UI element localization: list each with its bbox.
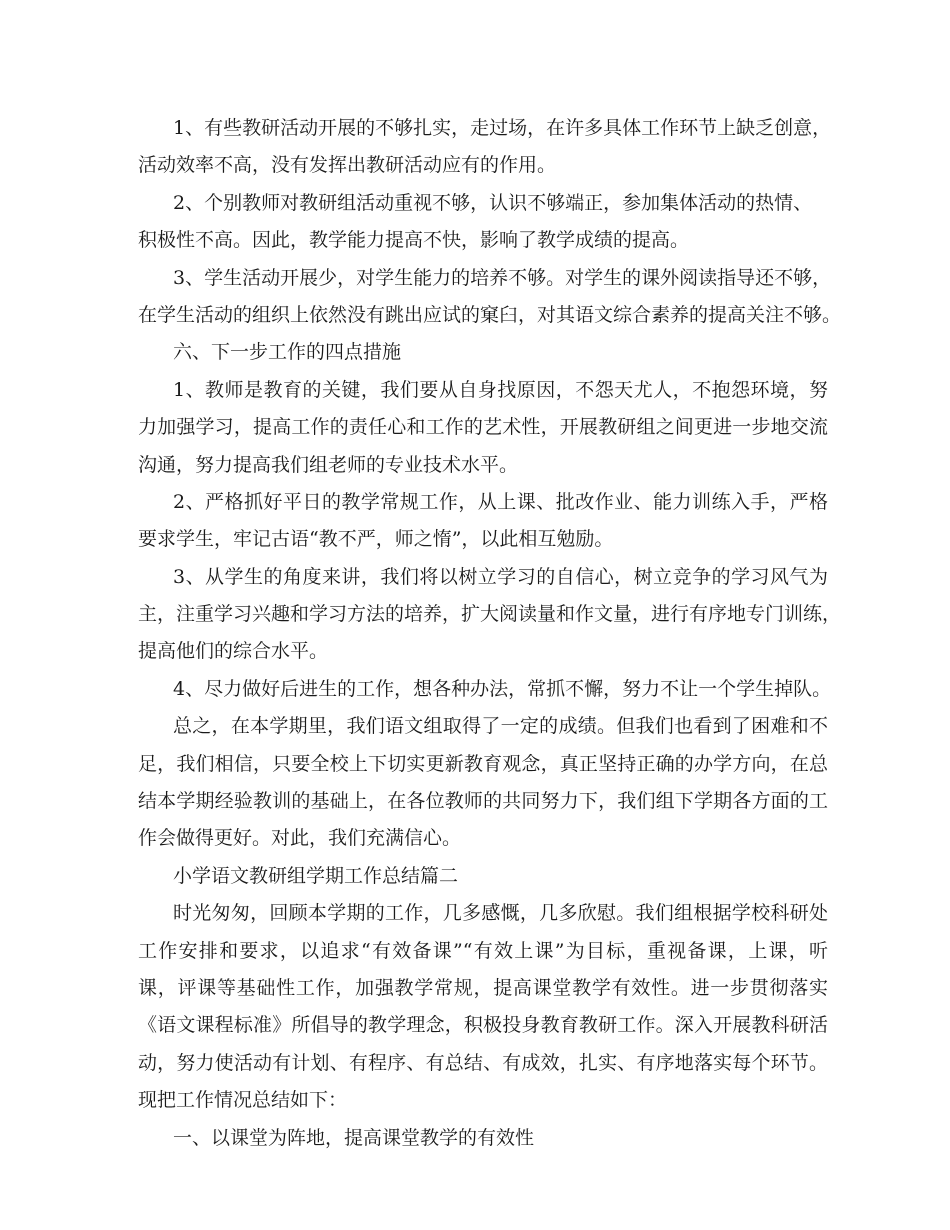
text-line: 1、教师是教育的关键，我们要从自身找原因，不怨天尤人，不抱怨环境，努	[173, 378, 828, 401]
text-line: 工作安排和要求，以追求“有效备课”“有效上课”为目标，重视备课，上课，听	[138, 939, 828, 962]
text-line: 1、有些教研活动开展的不够扎实，走过场，在许多具体工作环节上缺乏创意，	[173, 117, 832, 139]
text-line: 沟通，努力提高我们组老师的专业技术水平。	[138, 453, 519, 476]
text-line: 活动效率不高，没有发挥出教研活动应有的作用。	[138, 154, 557, 177]
text-line: 小学语文教研组学期工作总结篇二	[173, 864, 459, 887]
text-line: 力加强学习，提高工作的责任心和工作的艺术性，开展教研组之间更进一步地交流	[138, 416, 828, 439]
text-line: 课，评课等基础性工作，加强教学常规，提高课堂教学有效性。进一步贯彻落实	[138, 976, 828, 999]
text-line: 要求学生，牢记古语“教不严，师之惰”，以此相互勉励。	[138, 528, 614, 551]
text-line: 时光匆匆，回顾本学期的工作，几多感慨，几多欣慰。我们组根据学校科研处	[173, 902, 828, 925]
text-line: 2、个别教师对教研组活动重视不够，认识不够端正，参加集体活动的热情、	[173, 191, 813, 214]
text-line: 积极性不高。因此，教学能力提高不快，影响了教学成绩的提高。	[138, 229, 690, 252]
text-line: 提高他们的综合水平。	[138, 640, 329, 663]
text-line: 在学生活动的组织上依然没有跳出应试的窠臼，对其语文综合素养的提高关注不够。	[138, 303, 842, 326]
text-line: 总之，在本学期里，我们语文组取得了一定的成绩。但我们也看到了困难和不	[173, 715, 828, 738]
text-line: 主，注重学习兴趣和学习方法的培养，扩大阅读量和作文量，进行有序地专门训练，	[138, 603, 842, 626]
text-line: 2、严格抓好平日的教学常规工作，从上课、批改作业、能力训练入手，严格	[173, 490, 828, 513]
text-line: 六、下一步工作的四点措施	[173, 341, 402, 364]
text-line: 4、尽力做好后进生的工作，想各种办法，常抓不懈，努力不让一个学生掉队。	[173, 677, 832, 700]
text-line: 作会做得更好。对此，我们充满信心。	[138, 827, 462, 850]
text-line: 3、学生活动开展少，对学生能力的培养不够。对学生的课外阅读指导还不够，	[173, 266, 832, 289]
text-line: 《语文课程标准》所倡导的教学理念，积极投身教育教研工作。深入开展教科研活	[138, 1014, 828, 1037]
text-line: 足，我们相信，只要全校上下切实更新教育观念，真正坚持正确的办学方向，在总	[138, 752, 828, 775]
text-line: 动，努力使活动有计划、有程序、有总结、有成效，扎实、有序地落实每个环节。	[138, 1051, 828, 1074]
text-line: 现把工作情况总结如下：	[138, 1089, 348, 1112]
text-line: 结本学期经验教训的基础上，在各位教师的共同努力下，我们组下学期各方面的工	[138, 790, 828, 813]
text-line: 3、从学生的角度来讲，我们将以树立学习的自信心，树立竞争的学习风气为	[173, 565, 828, 588]
document-body	[138, 110, 842, 1157]
text-line: 一、以课堂为阵地，提高课堂教学的有效性	[173, 1126, 535, 1149]
